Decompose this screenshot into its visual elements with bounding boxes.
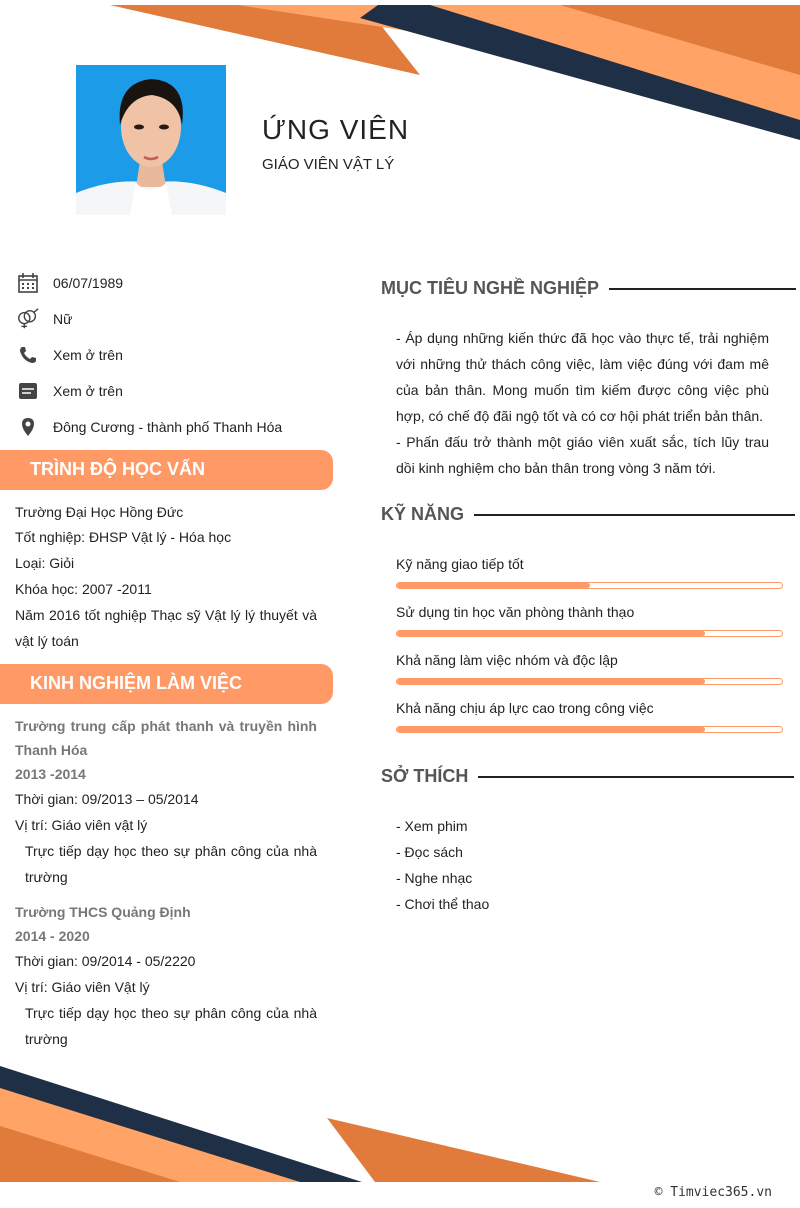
hobbies-divider xyxy=(478,776,794,778)
skill-3-bar xyxy=(396,678,783,685)
phone-icon xyxy=(16,343,40,367)
objective-divider xyxy=(609,288,796,290)
education-grade: Loại: Giỏi xyxy=(15,555,75,571)
education-course: Khóa học: 2007 -2011 xyxy=(15,581,152,597)
gender-icon xyxy=(16,307,40,331)
skill-3-fill xyxy=(397,679,705,684)
location-pin-icon xyxy=(16,415,40,439)
copyright-text: © Timviec365.vn xyxy=(654,1185,772,1200)
info-gender xyxy=(16,307,72,331)
skill-3-label: Khả năng làm việc nhóm và độc lập xyxy=(396,652,618,668)
info-email xyxy=(16,379,123,403)
info-birthdate xyxy=(16,271,123,295)
experience-heading: KINH NGHIỆM LÀM VIỆC xyxy=(30,673,243,693)
skill-4-fill xyxy=(397,727,705,732)
skill-4-label: Khả năng chịu áp lực cao trong công việc xyxy=(396,700,654,716)
objective-heading: MỤC TIÊU NGHỀ NGHIỆP xyxy=(381,278,600,298)
bottom-decoration xyxy=(0,1060,800,1190)
skills-heading: KỸ NĂNG xyxy=(381,504,465,524)
candidate-name: ỨNG VIÊN xyxy=(262,114,410,145)
job-2-description: Trực tiếp dạy học theo sự phân công của nhà trường xyxy=(25,1005,317,1047)
skill-1-label: Kỹ năng giao tiếp tốt xyxy=(396,556,524,572)
skill-1-fill xyxy=(397,583,590,588)
job-1-company: Trường trung cấp phát thanh và truyền hình Thanh Hóa xyxy=(15,718,317,758)
gender-text: Nữ xyxy=(53,311,73,327)
candidate-role: GIÁO VIÊN VẬT LÝ xyxy=(262,156,395,173)
skill-2-bar xyxy=(396,630,783,637)
job-1-description: Trực tiếp dạy học theo sự phân công của nhà trường xyxy=(25,843,317,885)
skills-heading-row xyxy=(381,504,795,525)
info-address xyxy=(16,415,282,439)
hobby-1: - Xem phim xyxy=(396,818,468,834)
hobbies-heading-row xyxy=(381,766,794,787)
job-2-years: 2014 - 2020 xyxy=(15,928,90,944)
candidate-photo xyxy=(76,65,226,215)
skill-2-label: Sử dụng tin học văn phòng thành thạo xyxy=(396,604,635,620)
email-icon xyxy=(16,379,40,403)
job-2-time: Thời gian: 09/2014 - 05/2220 xyxy=(15,953,196,969)
objective-text-2: - Phấn đấu trở thành một giáo viên xuất sắc, tích lũy trau dồi kinh nghiệm cho bản thân trong vòng 3 năm tới. xyxy=(396,434,769,476)
skill-4-bar xyxy=(396,726,783,733)
job-2-company: Trường THCS Quảng Định xyxy=(15,904,191,920)
hobby-2: - Đọc sách xyxy=(396,844,463,860)
job-2-position: Vị trí: Giáo viên Vật lý xyxy=(15,979,150,995)
hobby-4: - Chơi thể thao xyxy=(396,896,490,912)
skill-2-fill xyxy=(397,631,705,636)
birthdate-text: 06/07/1989 xyxy=(53,275,124,291)
experience-heading-band xyxy=(0,664,333,704)
education-school: Trường Đại Học Hồng Đức xyxy=(15,504,184,520)
job-1-years: 2013 -2014 xyxy=(15,766,86,782)
hobby-3: - Nghe nhạc xyxy=(396,870,473,886)
portrait-image xyxy=(76,65,226,215)
job-1-position: Vị trí: Giáo viên vật lý xyxy=(15,817,148,833)
job-1-time: Thời gian: 09/2013 – 05/2014 xyxy=(15,791,199,807)
objective-text-1: - Áp dụng những kiến thức đã học vào thực tế, trải nghiệm với những thử thách công việc, làm việc đúng với đam mê của bản thân. Mong muốn tìm kiếm được công việc phù hợp, có chế độ đãi ngộ tốt và có cơ hội phát triển bản thân. xyxy=(396,330,769,424)
info-phone xyxy=(16,343,123,367)
education-masters: Năm 2016 tốt nghiệp Thạc sỹ Vật lý lý thuyết và vật lý toán xyxy=(15,607,317,649)
address-text: Đông Cương - thành phố Thanh Hóa xyxy=(53,419,283,435)
education-heading: TRÌNH ĐỘ HỌC VẤN xyxy=(30,459,205,479)
education-major: Tốt nghiệp: ĐHSP Vật lý - Hóa học xyxy=(15,529,232,545)
phone-text: Xem ở trên xyxy=(53,347,123,363)
objective-heading-row xyxy=(381,278,796,299)
education-heading-band xyxy=(0,450,333,490)
skill-1-bar xyxy=(396,582,783,589)
email-text: Xem ở trên xyxy=(53,383,123,399)
calendar-icon xyxy=(16,271,40,295)
skills-divider xyxy=(474,514,795,516)
hobbies-heading: SỞ THÍCH xyxy=(381,766,469,786)
